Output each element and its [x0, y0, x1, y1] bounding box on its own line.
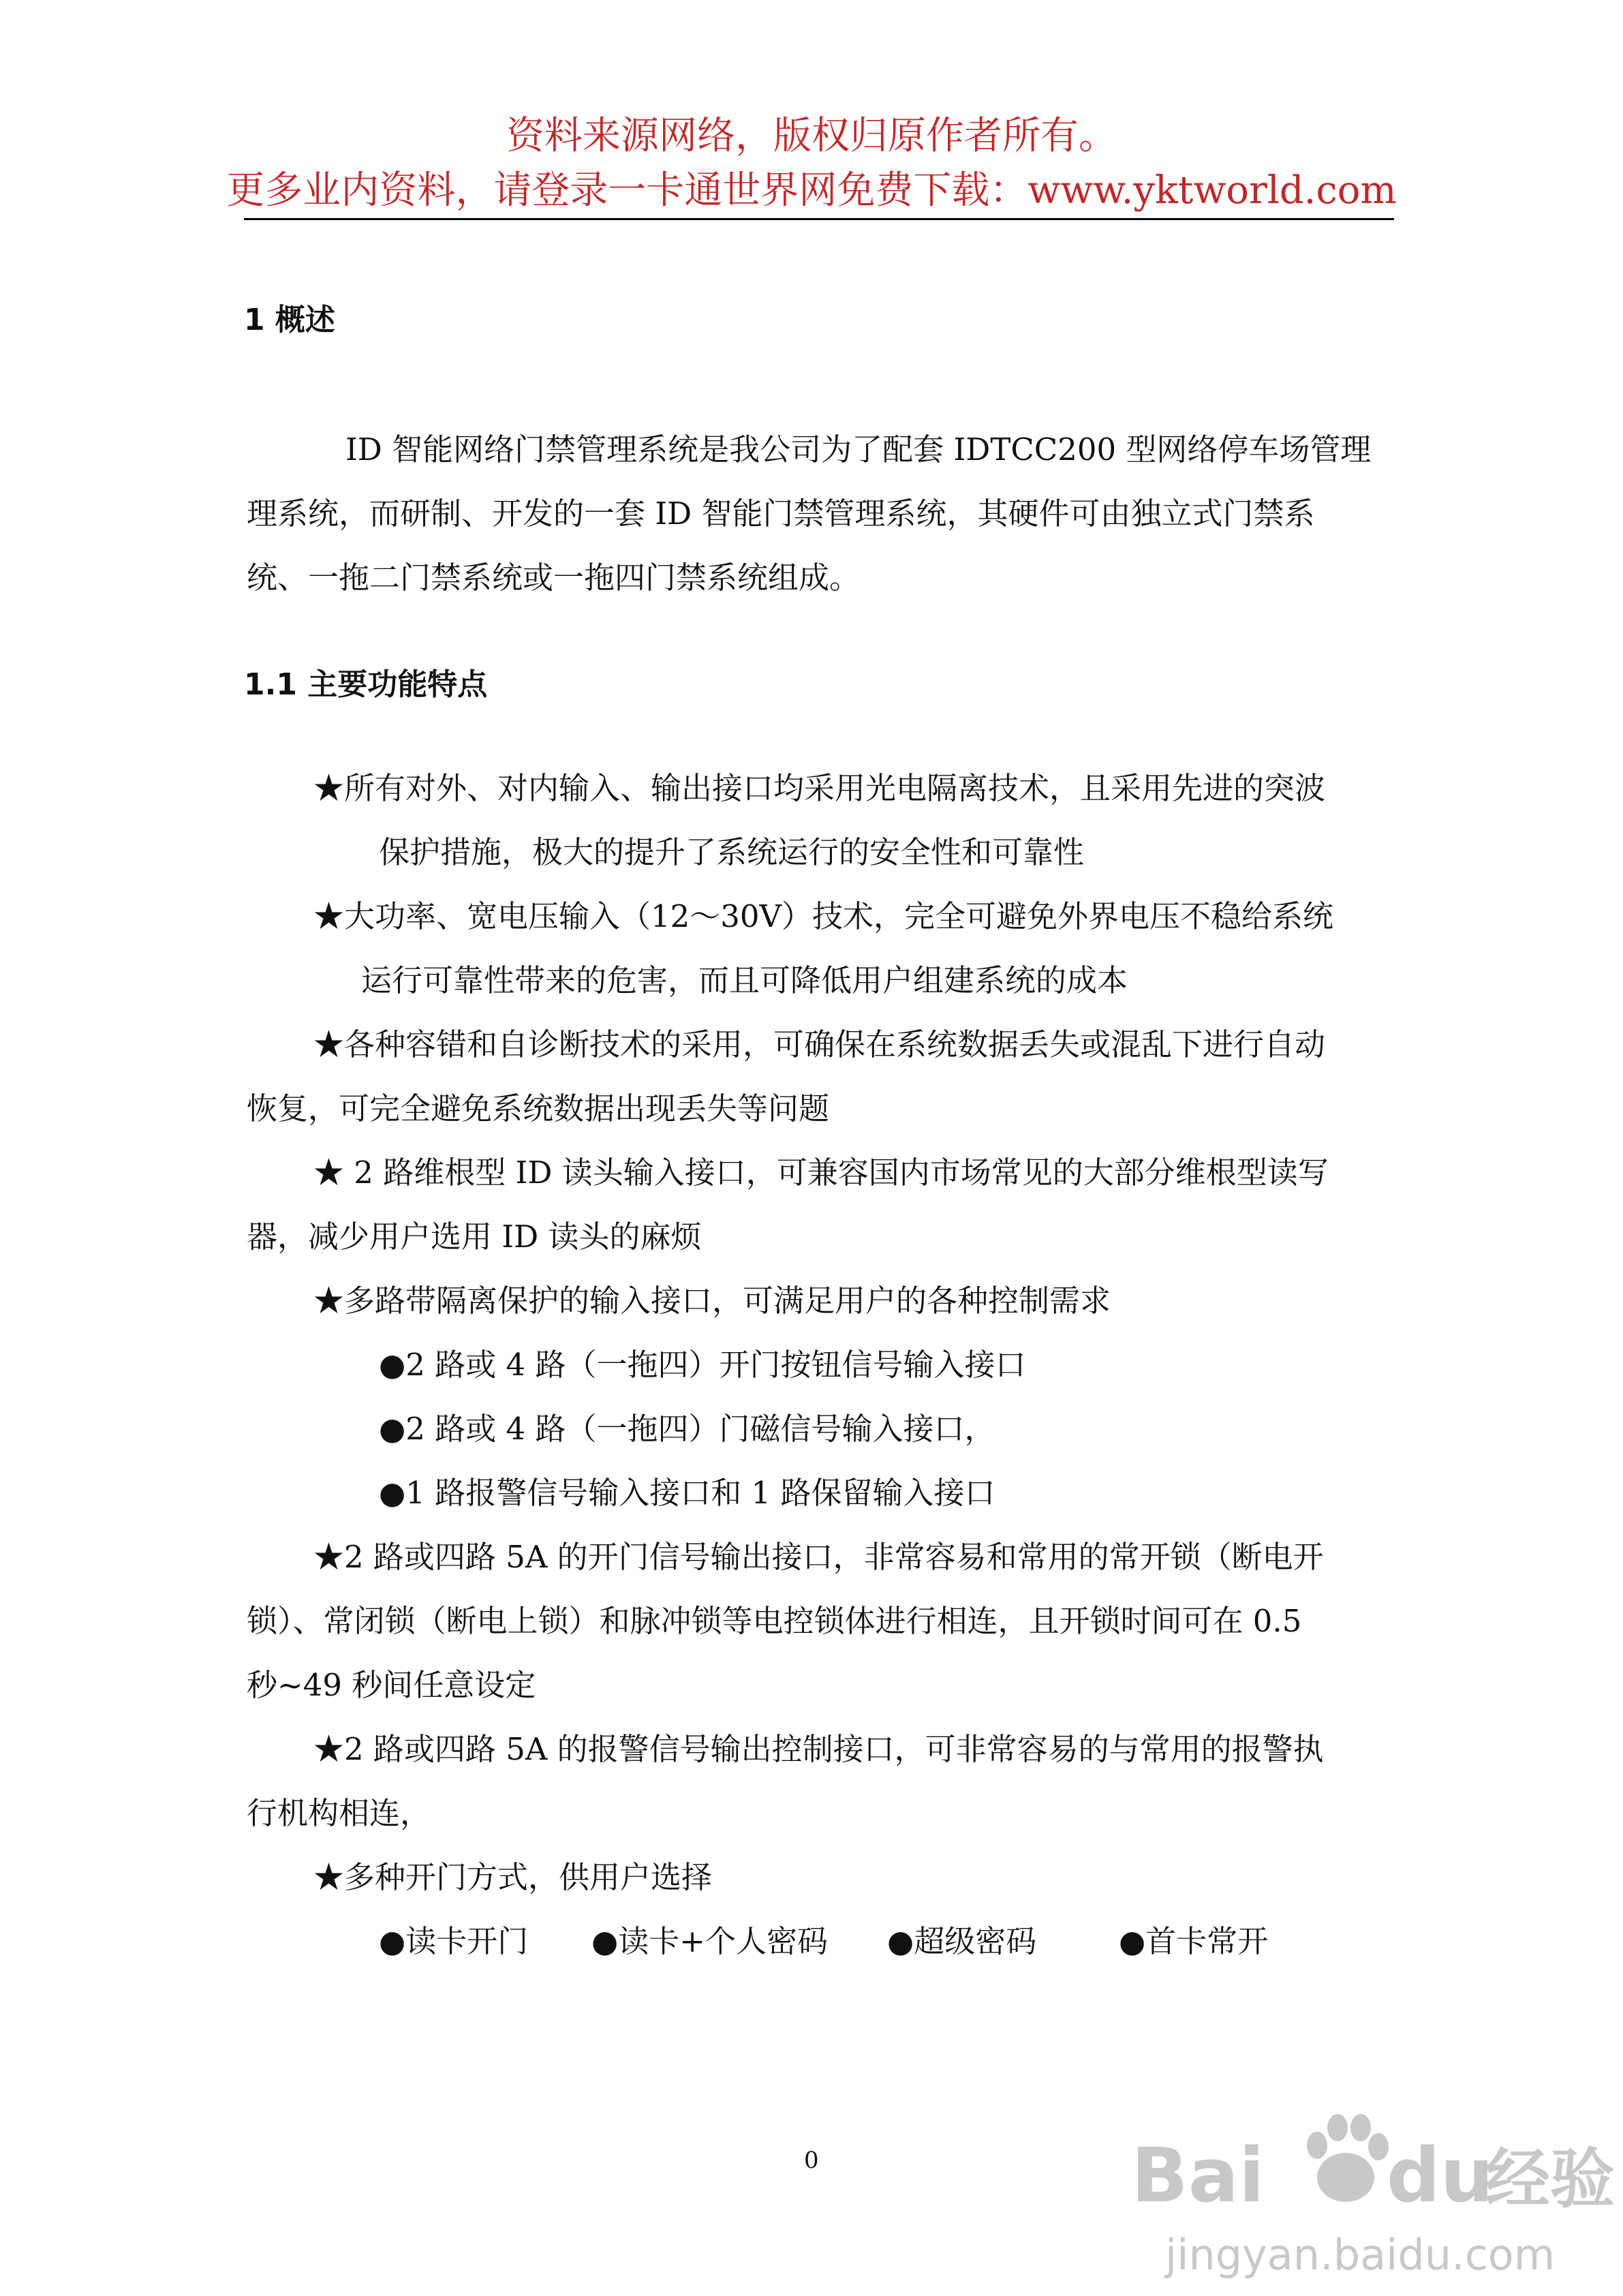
watermark-brand: Bai	[1131, 2132, 1265, 2219]
header-rule	[244, 218, 1394, 220]
feature-line: 行机构相连，	[247, 1795, 431, 1831]
page-number: 0	[804, 2147, 819, 2174]
baidu-jingyan-watermark	[1117, 2099, 1615, 2290]
paw-icon	[1307, 2114, 1389, 2202]
open-mode-first-card: ●首卡常开	[1119, 1923, 1269, 1959]
watermark-brand-2: du	[1387, 2132, 1494, 2219]
section-1-para-line: 统、一拖二门禁系统或一拖四门禁系统组成。	[247, 560, 861, 596]
sub-feature-line: ●2 路或 4 路（一拖四）门磁信号输入接口，	[379, 1411, 995, 1447]
section-1-1-title: 1.1 主要功能特点	[244, 667, 488, 702]
sub-feature-line: ●1 路报警信号输入接口和 1 路保留输入接口	[379, 1475, 995, 1511]
feature-line: 器，减少用户选用 ID 读头的麻烦	[247, 1219, 702, 1255]
section-1-para-line: 理系统，而研制、开发的一套 ID 智能门禁管理系统，其硬件可由独立式门禁系	[247, 495, 1315, 532]
banner-line-2: 更多业内资料，请登录一卡通世界网免费下载：www.yktworld.com	[226, 168, 1397, 213]
feature-line: ★多种开门方式，供用户选择	[313, 1859, 713, 1895]
feature-line: ★2 路或四路 5A 的开门信号输出接口，非常容易和常用的常开锁（断电开	[313, 1539, 1324, 1575]
feature-line: ★大功率、宽电压输入（12～30V）技术，完全可避免外界电压不稳给系统	[313, 898, 1334, 934]
sub-feature-line: ●2 路或 4 路（一拖四）开门按钮信号输入接口	[379, 1347, 1026, 1383]
open-mode-card: ●读卡开门	[379, 1923, 529, 1959]
feature-line: 锁）、常闭锁（断电上锁）和脉冲锁等电控锁体进行相连，且开锁时间可在 0.5	[247, 1603, 1302, 1639]
open-mode-card-password: ●读卡+个人密码	[591, 1923, 828, 1959]
feature-line: ★所有对外、对内输入、输出接口均采用光电隔离技术，且采用先进的突波	[313, 770, 1326, 806]
feature-line: 恢复，可完全避免系统数据出现丢失等问题	[247, 1090, 830, 1127]
feature-line: ★多路带隔离保护的输入接口，可满足用户的各种控制需求	[313, 1283, 1111, 1319]
feature-line: 秒~49 秒间任意设定	[247, 1667, 536, 1703]
banner-line-1: 资料来源网络，版权归原作者所有。	[506, 114, 1117, 158]
feature-line: ★2 路或四路 5A 的报警信号输出控制接口，可非常容易的与常用的报警执	[313, 1731, 1324, 1767]
feature-line: ★各种容错和自诊断技术的采用，可确保在系统数据丢失或混乱下进行自动	[313, 1026, 1326, 1062]
section-1-title: 1 概述	[244, 303, 335, 337]
open-mode-super-password: ●超级密码	[887, 1923, 1037, 1959]
watermark-url: jingyan.baidu.com	[1165, 2230, 1556, 2280]
section-1-para-line: ID 智能网络门禁管理系统是我公司为了配套 IDTCC200 型网络停车场管理	[345, 431, 1372, 468]
feature-line: 保护措施，极大的提升了系统运行的安全性和可靠性	[379, 834, 1085, 870]
feature-line: ★ 2 路维根型 ID 读头输入接口，可兼容国内市场常见的大部分维根型读写	[313, 1154, 1329, 1191]
watermark-product: 经验	[1485, 2142, 1615, 2217]
feature-line: 运行可靠性带来的危害，而且可降低用户组建系统的成本	[361, 962, 1128, 998]
